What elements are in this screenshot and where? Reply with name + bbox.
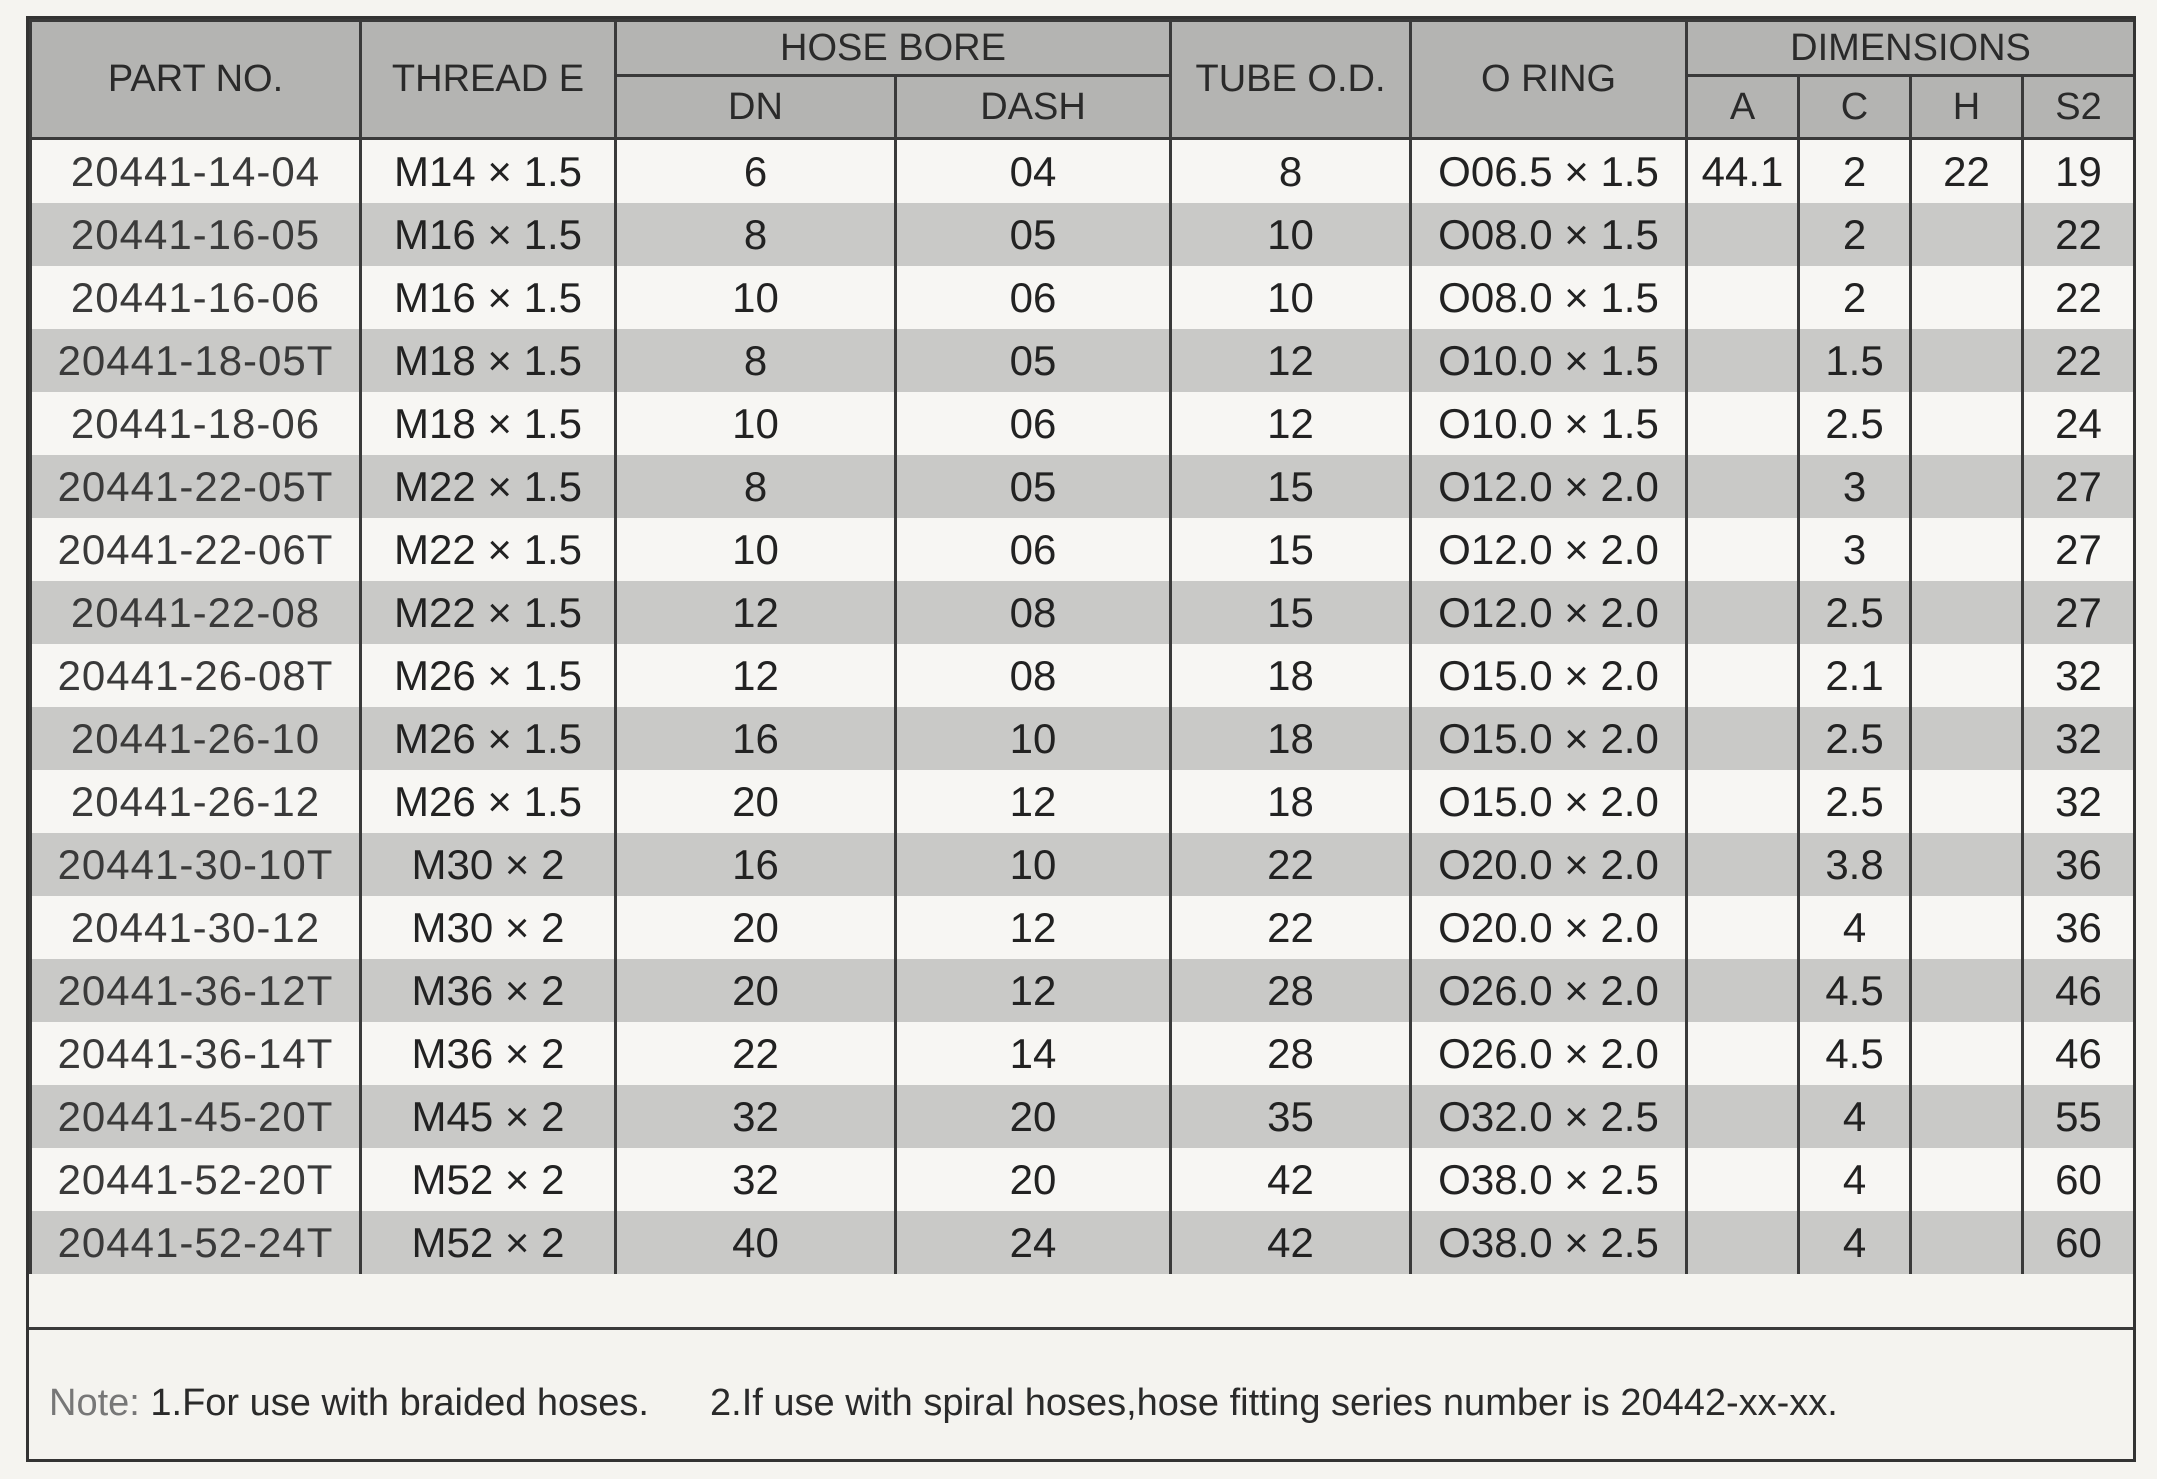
cell-tube-od: 12	[1171, 329, 1411, 392]
cell-tube-od: 15	[1171, 581, 1411, 644]
cell-thread-e: M16 × 1.5	[361, 266, 616, 329]
cell-dim-a	[1687, 203, 1799, 266]
cell-dim-h: 22	[1911, 139, 2023, 204]
header-tube-od: TUBE O.D.	[1171, 21, 1411, 139]
cell-tube-od: 15	[1171, 518, 1411, 581]
cell-dim-s2: 60	[2023, 1211, 2135, 1274]
table-row	[31, 833, 2135, 896]
header-hose-bore: HOSE BORE	[616, 21, 1171, 76]
cell-part-no: 20441-22-05T	[31, 455, 361, 518]
cell-o-ring: O20.0 × 2.0	[1411, 833, 1687, 896]
cell-dim-c: 2.5	[1799, 392, 1911, 455]
cell-dn: 12	[616, 644, 896, 707]
cell-tube-od: 28	[1171, 959, 1411, 1022]
cell-part-no: 20441-18-05T	[31, 329, 361, 392]
cell-dn: 32	[616, 1148, 896, 1211]
table-row	[31, 707, 2135, 770]
cell-dim-c: 2	[1799, 139, 1911, 204]
cell-dim-h	[1911, 392, 2023, 455]
cell-part-no: 20441-16-06	[31, 266, 361, 329]
cell-o-ring: O12.0 × 2.0	[1411, 455, 1687, 518]
cell-dn: 12	[616, 581, 896, 644]
note-label: Note:	[49, 1382, 140, 1424]
cell-dim-s2: 32	[2023, 644, 2135, 707]
note-item-1: 1.For use with braided hoses.	[150, 1382, 649, 1424]
cell-o-ring: O26.0 × 2.0	[1411, 959, 1687, 1022]
cell-dn: 10	[616, 392, 896, 455]
cell-tube-od: 42	[1171, 1211, 1411, 1274]
cell-tube-od: 18	[1171, 770, 1411, 833]
cell-dim-a	[1687, 518, 1799, 581]
cell-tube-od: 42	[1171, 1148, 1411, 1211]
cell-tube-od: 10	[1171, 203, 1411, 266]
cell-dash: 24	[896, 1211, 1171, 1274]
cell-dim-s2: 27	[2023, 518, 2135, 581]
cell-dn: 6	[616, 139, 896, 204]
table-row	[31, 959, 2135, 1022]
cell-dim-h	[1911, 518, 2023, 581]
table-row	[31, 455, 2135, 518]
table-row	[31, 1211, 2135, 1274]
cell-dim-s2: 46	[2023, 959, 2135, 1022]
cell-dash: 20	[896, 1085, 1171, 1148]
table-row	[31, 770, 2135, 833]
cell-thread-e: M52 × 2	[361, 1211, 616, 1274]
cell-dim-s2: 32	[2023, 770, 2135, 833]
cell-dim-c: 1.5	[1799, 329, 1911, 392]
cell-dn: 10	[616, 266, 896, 329]
table-row	[31, 896, 2135, 959]
cell-dim-h	[1911, 329, 2023, 392]
cell-dim-a	[1687, 392, 1799, 455]
cell-part-no: 20441-18-06	[31, 392, 361, 455]
cell-dim-c: 4.5	[1799, 1022, 1911, 1085]
cell-tube-od: 28	[1171, 1022, 1411, 1085]
cell-dim-s2: 22	[2023, 203, 2135, 266]
cell-thread-e: M45 × 2	[361, 1085, 616, 1148]
cell-part-no: 20441-36-14T	[31, 1022, 361, 1085]
cell-dim-h	[1911, 707, 2023, 770]
cell-tube-od: 18	[1171, 707, 1411, 770]
cell-o-ring: O32.0 × 2.5	[1411, 1085, 1687, 1148]
cell-thread-e: M22 × 1.5	[361, 518, 616, 581]
cell-thread-e: M22 × 1.5	[361, 581, 616, 644]
cell-dim-c: 2	[1799, 266, 1911, 329]
cell-dash: 05	[896, 203, 1171, 266]
cell-part-no: 20441-36-12T	[31, 959, 361, 1022]
cell-dim-a	[1687, 833, 1799, 896]
header-dn: DN	[616, 76, 896, 139]
cell-dim-c: 4	[1799, 1211, 1911, 1274]
cell-dn: 16	[616, 707, 896, 770]
cell-o-ring: O38.0 × 2.5	[1411, 1148, 1687, 1211]
table-row	[31, 329, 2135, 392]
header-dash: DASH	[896, 76, 1171, 139]
cell-thread-e: M18 × 1.5	[361, 329, 616, 392]
cell-dim-a	[1687, 1148, 1799, 1211]
cell-o-ring: O10.0 × 1.5	[1411, 329, 1687, 392]
cell-thread-e: M26 × 1.5	[361, 644, 616, 707]
cell-dim-h	[1911, 896, 2023, 959]
cell-dim-c: 3	[1799, 455, 1911, 518]
cell-dash: 05	[896, 455, 1171, 518]
cell-part-no: 20441-52-20T	[31, 1148, 361, 1211]
cell-tube-od: 22	[1171, 896, 1411, 959]
cell-dn: 40	[616, 1211, 896, 1274]
cell-dash: 06	[896, 392, 1171, 455]
cell-dim-a	[1687, 959, 1799, 1022]
cell-dn: 10	[616, 518, 896, 581]
cell-dn: 8	[616, 455, 896, 518]
cell-dim-s2: 36	[2023, 896, 2135, 959]
cell-dim-s2: 19	[2023, 139, 2135, 204]
cell-dim-h	[1911, 1085, 2023, 1148]
cell-dash: 20	[896, 1148, 1171, 1211]
cell-dim-c: 2.5	[1799, 581, 1911, 644]
cell-dash: 12	[896, 959, 1171, 1022]
cell-thread-e: M36 × 2	[361, 1022, 616, 1085]
table-body	[31, 139, 2135, 1275]
cell-dim-h	[1911, 581, 2023, 644]
cell-thread-e: M30 × 2	[361, 896, 616, 959]
cell-dn: 16	[616, 833, 896, 896]
cell-dim-a	[1687, 581, 1799, 644]
cell-dash: 12	[896, 770, 1171, 833]
cell-part-no: 20441-14-04	[31, 139, 361, 204]
cell-dim-s2: 46	[2023, 1022, 2135, 1085]
fitting-spec-table	[29, 19, 2136, 1274]
cell-dash: 06	[896, 266, 1171, 329]
cell-dim-a	[1687, 455, 1799, 518]
cell-dim-h	[1911, 1211, 2023, 1274]
cell-dash: 10	[896, 707, 1171, 770]
cell-o-ring: O20.0 × 2.0	[1411, 896, 1687, 959]
cell-dash: 10	[896, 833, 1171, 896]
cell-dim-a	[1687, 1022, 1799, 1085]
cell-dim-c: 3	[1799, 518, 1911, 581]
cell-o-ring: O15.0 × 2.0	[1411, 707, 1687, 770]
header-o-ring: O RING	[1411, 21, 1687, 139]
cell-dash: 06	[896, 518, 1171, 581]
table-row	[31, 139, 2135, 204]
cell-part-no: 20441-16-05	[31, 203, 361, 266]
cell-part-no: 20441-45-20T	[31, 1085, 361, 1148]
cell-o-ring: O15.0 × 2.0	[1411, 770, 1687, 833]
cell-dn: 32	[616, 1085, 896, 1148]
cell-thread-e: M36 × 2	[361, 959, 616, 1022]
table-row	[31, 1085, 2135, 1148]
cell-dim-a	[1687, 644, 1799, 707]
cell-thread-e: M14 × 1.5	[361, 139, 616, 204]
cell-dim-h	[1911, 959, 2023, 1022]
cell-dash: 14	[896, 1022, 1171, 1085]
cell-dim-h	[1911, 455, 2023, 518]
cell-part-no: 20441-26-10	[31, 707, 361, 770]
cell-thread-e: M26 × 1.5	[361, 770, 616, 833]
cell-dim-h	[1911, 203, 2023, 266]
cell-dim-h	[1911, 1148, 2023, 1211]
cell-tube-od: 18	[1171, 644, 1411, 707]
cell-dash: 04	[896, 139, 1171, 204]
cell-thread-e: M16 × 1.5	[361, 203, 616, 266]
cell-dn: 8	[616, 203, 896, 266]
cell-dim-a	[1687, 707, 1799, 770]
cell-dim-s2: 60	[2023, 1148, 2135, 1211]
cell-thread-e: M30 × 2	[361, 833, 616, 896]
cell-dim-s2: 22	[2023, 329, 2135, 392]
cell-dim-c: 2.1	[1799, 644, 1911, 707]
cell-o-ring: O08.0 × 1.5	[1411, 203, 1687, 266]
cell-thread-e: M22 × 1.5	[361, 455, 616, 518]
cell-dim-a: 44.1	[1687, 139, 1799, 204]
cell-dim-c: 2	[1799, 203, 1911, 266]
cell-dim-c: 4	[1799, 1148, 1911, 1211]
cell-dim-c: 2.5	[1799, 707, 1911, 770]
cell-o-ring: O10.0 × 1.5	[1411, 392, 1687, 455]
cell-dim-a	[1687, 1211, 1799, 1274]
cell-dim-h	[1911, 1022, 2023, 1085]
cell-o-ring: O12.0 × 2.0	[1411, 581, 1687, 644]
cell-dn: 20	[616, 959, 896, 1022]
cell-dash: 05	[896, 329, 1171, 392]
cell-o-ring: O38.0 × 2.5	[1411, 1211, 1687, 1274]
cell-o-ring: O08.0 × 1.5	[1411, 266, 1687, 329]
cell-thread-e: M18 × 1.5	[361, 392, 616, 455]
cell-tube-od: 10	[1171, 266, 1411, 329]
table-row	[31, 1022, 2135, 1085]
table-row	[31, 1148, 2135, 1211]
table-row	[31, 392, 2135, 455]
cell-dn: 20	[616, 770, 896, 833]
header-dimensions: DIMENSIONS	[1687, 21, 2135, 76]
cell-part-no: 20441-30-12	[31, 896, 361, 959]
cell-tube-od: 22	[1171, 833, 1411, 896]
cell-part-no: 20441-22-06T	[31, 518, 361, 581]
cell-dim-s2: 22	[2023, 266, 2135, 329]
cell-o-ring: O06.5 × 1.5	[1411, 139, 1687, 204]
cell-dim-c: 4.5	[1799, 959, 1911, 1022]
cell-tube-od: 15	[1171, 455, 1411, 518]
cell-dash: 08	[896, 581, 1171, 644]
cell-dim-a	[1687, 1085, 1799, 1148]
cell-dim-h	[1911, 644, 2023, 707]
header-dim-s2: S2	[2023, 76, 2135, 139]
cell-tube-od: 8	[1171, 139, 1411, 204]
cell-thread-e: M52 × 2	[361, 1148, 616, 1211]
cell-dim-s2: 55	[2023, 1085, 2135, 1148]
cell-dim-a	[1687, 266, 1799, 329]
header-thread-e: THREAD E	[361, 21, 616, 139]
table-row	[31, 518, 2135, 581]
cell-o-ring: O15.0 × 2.0	[1411, 644, 1687, 707]
cell-dash: 08	[896, 644, 1171, 707]
cell-dim-c: 4	[1799, 896, 1911, 959]
cell-o-ring: O12.0 × 2.0	[1411, 518, 1687, 581]
table-header	[31, 21, 2135, 139]
cell-dim-h	[1911, 266, 2023, 329]
cell-tube-od: 12	[1171, 392, 1411, 455]
cell-o-ring: O26.0 × 2.0	[1411, 1022, 1687, 1085]
cell-dim-a	[1687, 329, 1799, 392]
cell-dash: 12	[896, 896, 1171, 959]
cell-dim-c: 3.8	[1799, 833, 1911, 896]
cell-part-no: 20441-30-10T	[31, 833, 361, 896]
cell-dim-s2: 36	[2023, 833, 2135, 896]
table-row	[31, 203, 2135, 266]
cell-part-no: 20441-26-08T	[31, 644, 361, 707]
cell-dim-s2: 32	[2023, 707, 2135, 770]
cell-part-no: 20441-26-12	[31, 770, 361, 833]
table-row	[31, 644, 2135, 707]
cell-tube-od: 35	[1171, 1085, 1411, 1148]
cell-dim-s2: 24	[2023, 392, 2135, 455]
cell-dim-h	[1911, 833, 2023, 896]
footnote	[29, 1327, 2133, 1462]
cell-dim-a	[1687, 896, 1799, 959]
cell-dn: 8	[616, 329, 896, 392]
table-row	[31, 581, 2135, 644]
cell-part-no: 20441-52-24T	[31, 1211, 361, 1274]
cell-dn: 20	[616, 896, 896, 959]
note-item-2: 2.If use with spiral hoses,hose fitting series number is 20442-xx-xx.	[710, 1382, 1838, 1424]
cell-dim-c: 4	[1799, 1085, 1911, 1148]
cell-dim-a	[1687, 770, 1799, 833]
cell-dim-s2: 27	[2023, 581, 2135, 644]
header-dim-c: C	[1799, 76, 1911, 139]
header-dim-h: H	[1911, 76, 2023, 139]
cell-thread-e: M26 × 1.5	[361, 707, 616, 770]
cell-part-no: 20441-22-08	[31, 581, 361, 644]
spec-table-frame	[26, 16, 2136, 1462]
cell-dn: 22	[616, 1022, 896, 1085]
cell-dim-c: 2.5	[1799, 770, 1911, 833]
header-part-no: PART NO.	[31, 21, 361, 139]
table-row	[31, 266, 2135, 329]
cell-dim-s2: 27	[2023, 455, 2135, 518]
header-dim-a: A	[1687, 76, 1799, 139]
cell-dim-h	[1911, 770, 2023, 833]
